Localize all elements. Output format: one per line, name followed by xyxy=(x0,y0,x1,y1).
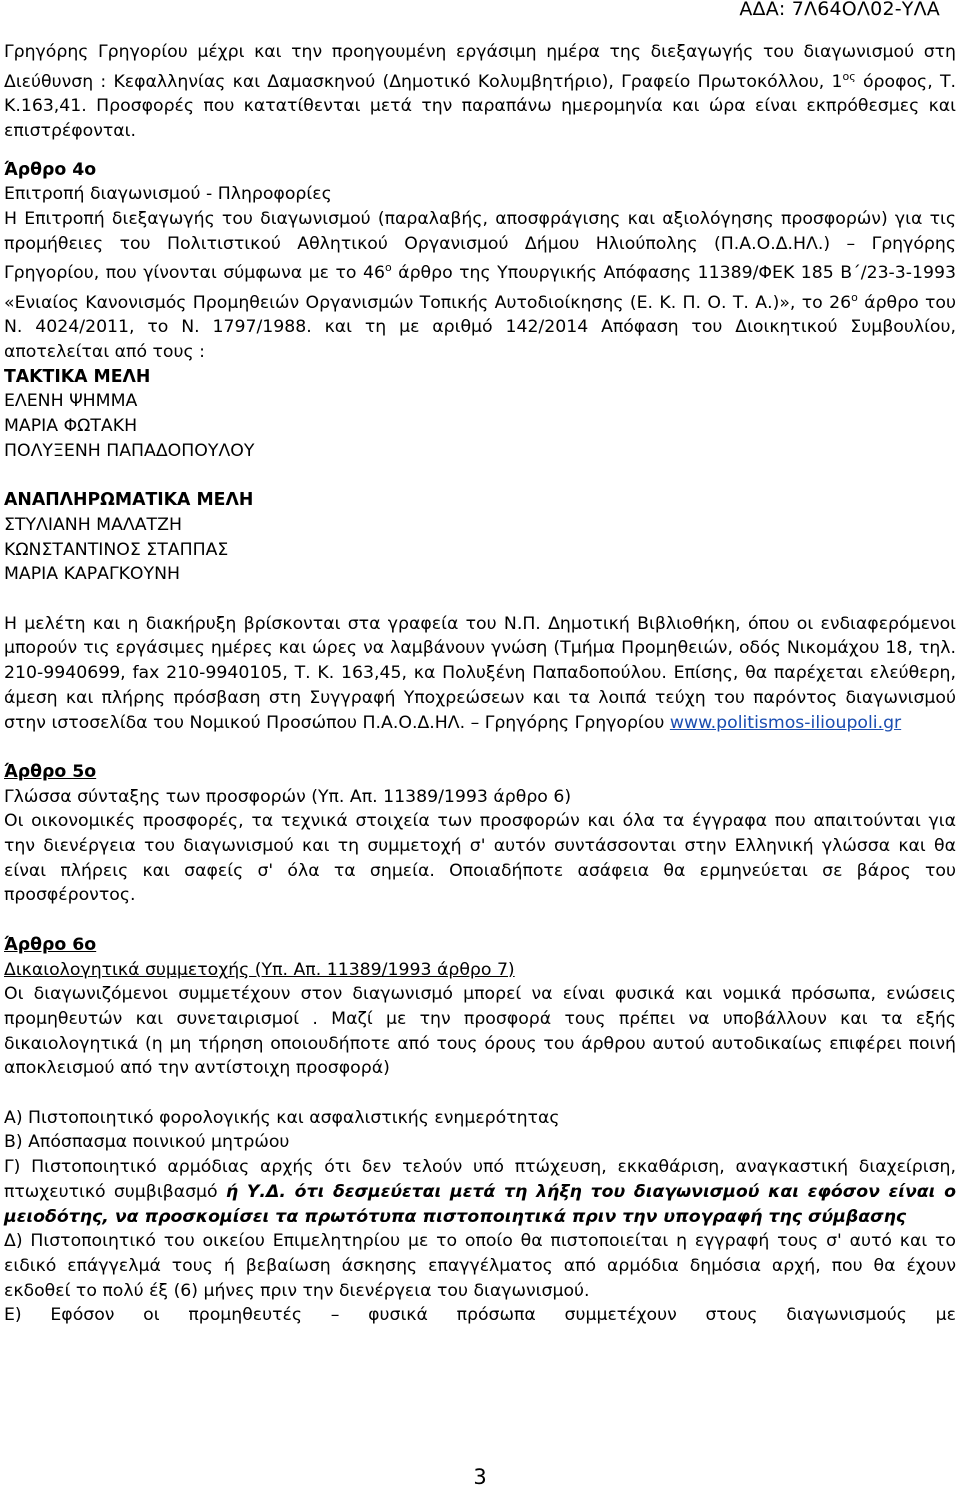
intro-superscript: ος xyxy=(842,69,856,83)
intro-text-a: Γρηγόρης Γρηγορίου μέχρι και την προηγουμένη εργάσιμη ημέρα της διεξαγωγής του διαγωνισμού στη Διεύθυνση : Κεφαλληνίας και Δαμασκηνού (Δημοτικό Κολυμβητήριο), Γραφείο Πρωτοκόλλου, 1 xyxy=(4,42,956,92)
article-6-heading: Άρθρο 6ο xyxy=(4,934,97,955)
article-4-heading: Άρθρο 4ο xyxy=(4,159,97,180)
article-6-subtitle: Δικαιολογητικά συμμετοχής (Υπ. Απ. 11389/1993 άρθρο 7) xyxy=(4,959,515,980)
article-4-committee-text xyxy=(4,207,956,365)
document-item-e: Ε) Εφόσον οι προμηθευτές – φυσικά πρόσωπα συμμετέχουν στους διαγωνισμούς με xyxy=(4,1305,956,1326)
intro-paragraph xyxy=(4,40,956,144)
article-4-sup-2: ο xyxy=(851,290,858,304)
intro-text-b: όροφος, Τ. Κ.163,41. Προσφορές που κατατίθενται μετά την παραπάνω ημερομηνία και ώρα είναι εκπρόθεσμες και επιστρέφονται. xyxy=(4,71,957,141)
article-4-text-c: άρθρο του Ν. 4024/2011, το Ν. 1797/1988. και τη με αριθμό 142/2014 Απόφαση του Διοικητικού Συμβουλίου, αποτελείται από τους : xyxy=(4,292,956,363)
article-5-heading: Άρθρο 5ο xyxy=(4,761,97,782)
article-4-sup-1: ο xyxy=(384,261,392,275)
article-5-subtitle: Γλώσσα σύνταξης των προσφορών (Υπ. Απ. 11389/1993 άρθρο 6) xyxy=(4,786,572,807)
article-4-subtitle: Επιτροπή διαγωνισμού - Πληροφορίες xyxy=(4,184,332,205)
alternate-members-heading: ΑΝΑΠΛΗΡΩΜΑΤΙΚΑ ΜΕΛΗ xyxy=(4,490,254,511)
document-body xyxy=(4,40,956,1328)
ada-code: ΑΔΑ: 7Λ64ΟΛ02-ΥΛΑ xyxy=(739,0,940,20)
regular-member: ΠΟΛΥΞΕΝΗ ΠΑΠΑΔΟΠΟΥΛΟΥ xyxy=(4,440,255,461)
alternate-member: ΣΤΥΛΙΑΝΗ ΜΑΛΑΤΖΗ xyxy=(4,514,182,535)
article-4-text-b: άρθρο της Υπουργικής Απόφασης 11389/ΦΕΚ 185 Β΄/23-3-1993 «Ενιαίος Κανονισμός Προμηθειών Οργανισμών Τοπικής Αυτοδιοίκησης (Ε. Κ. Π. Ο. Τ. Α.)», το 26 xyxy=(4,263,957,313)
document-item-a: Α) Πιστοποιητικό φορολογικής και ασφαλιστικής ενημερότητας xyxy=(4,1107,560,1128)
document-item-c xyxy=(4,1155,956,1229)
article-5-text: Οι οικονομικές προσφορές, τα τεχνικά στοιχεία των προσφορών και όλα τα έγγραφα που απαιτούνται για την διενέργεια του διαγωνισμού και τη συμμετοχή σ' αυτόν συντάσσονται στην Ελληνική γλώσσα και θα είναι πλήρεις και σαφείς σ' όλα τα σημεία. Οποιαδήποτε ασάφεια θα ερμηνεύεται σε βάρος του προσφέροντος. xyxy=(4,811,956,906)
article-4-info-text: Η μελέτη και η διακήρυξη βρίσκονται στα γραφεία του Ν.Π. Δημοτική Βιβλιοθήκη, όπου οι ενδιαφερόμενοι μπορούν τις εργάσιμες ημέρες και ώρες να λαμβάνουν γνώση (Τμήμα Προμηθειών, οδός Νικομάχου 18, τηλ. 210-9940699, fax 210-9940105, Τ. Κ. 163,45, κα Πολυξένη Παπαδοπούλου. Επίσης, θα παρέχεται ελεύθερη, άμεση και πλήρης πρόσβαση στη Συγγραφή Υποχρεώσεων και τα λοιπά τεύχη του παρόντος διαγωνισμού στην ιστοσελίδα του Νομικού Προσώπου Π.Α.Ο.Δ.ΗΛ. – Γρηγόρης Γρηγορίου xyxy=(4,613,956,733)
document-item-c-text: Γ) Πιστοποιητικό αρμόδιας αρχής ότι δεν τελούν υπό πτώχευση, εκκαθάριση, αναγκαστική διαχείριση, πτωχευτικό συμβιβασμό xyxy=(4,1157,956,1202)
alternate-member: ΚΩΝΣΤΑΝΤΙΝΟΣ ΣΤΑΠΠΑΣ xyxy=(4,539,229,560)
document-item-d: Δ) Πιστοποιητικό του οικείου Επιμελητηρίου με το οποίο θα πιστοποιείται η εγγραφή τους σ' αυτό και το ειδικό επάγγελμά τους ή βεβαίωση άσκησης επαγγέλματος από αρμόδια δημόσια αρχή, που θα έχουν εκδοθεί το πολύ έξ (6) μήνες πριν την διενέργεια του διαγωνισμού. xyxy=(4,1231,956,1301)
regular-member: ΕΛΕΝΗ ΨΗΜΜΑ xyxy=(4,391,138,412)
regular-members-heading: ΤΑΚΤΙΚΑ ΜΕΛΗ xyxy=(4,366,151,387)
document-item-b: Β) Απόσπασμα ποινικού μητρώου xyxy=(4,1132,290,1153)
alternate-member: ΜΑΡΙΑ ΚΑΡΑΓΚΟΥΝΗ xyxy=(4,564,181,585)
document-item-c-emphasis: ή Υ.Δ. ότι δεσμεύεται μετά τη λήξη του διαγωνισμού και εφόσον είναι ο μειοδότης, να προσκομίσει τα πρωτότυπα πιστοποιητικά πριν την υπογραφή της σύμβασης xyxy=(4,1181,956,1227)
page-number: 3 xyxy=(473,1465,487,1489)
article-6-text: Οι διαγωνιζόμενοι συμμετέχουν στον διαγωνισμό μπορεί να είναι φυσικά και νομικά πρόσωπα, ενώσεις προμηθευτών και συνεταιρισμοί . Μαζί με την προσφορά τους πρέπει να υποβάλλουν και τα εξής δικαιολογητικά (η μη τήρηση οποιουδήποτε από τους όρους του άρθρου αυτού αυτοδικαίως επιφέρει ποινή αποκλεισμού από την αντίστοιχη προσφορά) xyxy=(4,984,956,1079)
website-link[interactable]: www.politismos-ilioupoli.gr xyxy=(669,712,902,733)
regular-member: ΜΑΡΙΑ ΦΩΤΑΚΗ xyxy=(4,416,138,437)
article-4-info-paragraph xyxy=(4,612,956,736)
article-4-text-a: Η Επιτροπή διεξαγωγής του διαγωνισμού (παραλαβής, αποσφράγισης και αξιολόγησης προσφορών) για τις προμήθειες του Πολιτιστικού Αθλητικού Οργανισμού Δήμου Ηλιούπολης (Π.Α.Ο.Δ.ΗΛ.) – Γρηγόρης Γρηγορίου, που γίνονται σύμφωνα με το 46 xyxy=(4,208,956,284)
